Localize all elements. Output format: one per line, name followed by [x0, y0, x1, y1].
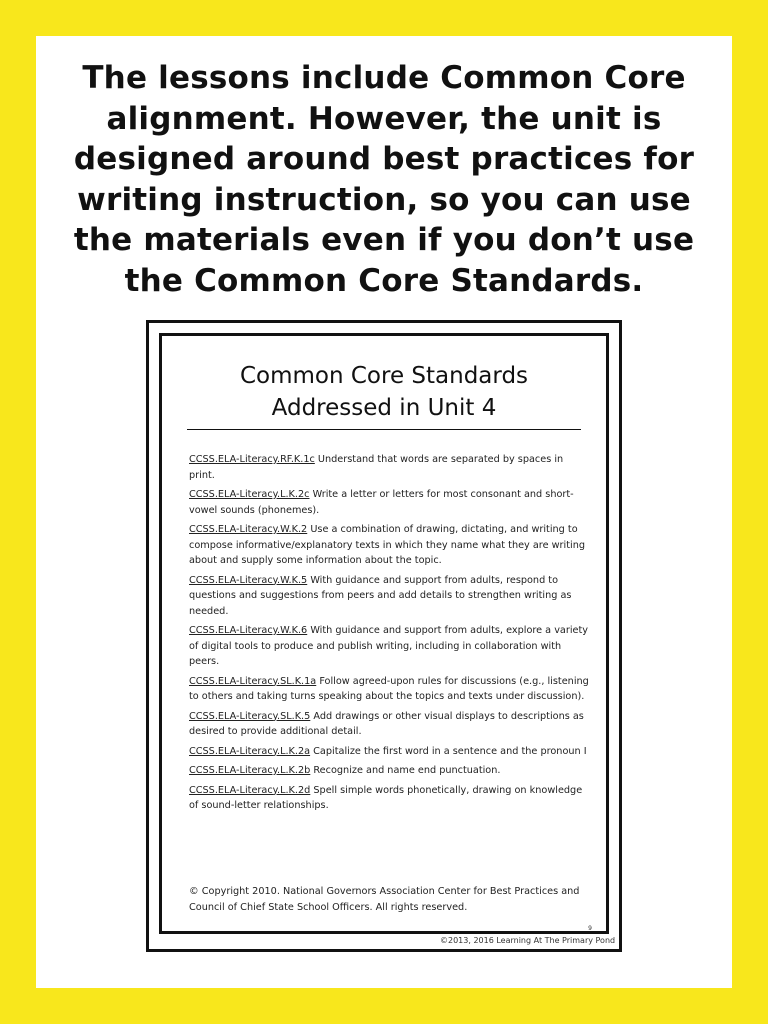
- standard-text: Capitalize the first word in a sentence and the pronoun I: [310, 745, 587, 757]
- standard-code: CCSS.ELA-Literacy.RF.K.1c: [189, 454, 315, 465]
- standards-list: [189, 452, 589, 818]
- standard-text: Add drawings or other visual displays to descriptions as desired to provide additional detail.: [189, 710, 584, 737]
- headline-line: the Common Core Standards.: [124, 262, 644, 299]
- standard-code: CCSS.ELA-Literacy.L.K.2a: [189, 745, 311, 757]
- standard-item: [189, 452, 589, 483]
- standard-text: Spell simple words phonetically, drawing on knowledge of sound-letter relationships.: [189, 784, 583, 811]
- headline: [60, 58, 708, 301]
- standard-item: [189, 744, 589, 760]
- standard-code: CCSS.ELA-Literacy.SL.K.1a: [189, 675, 317, 687]
- standard-item: [189, 709, 589, 740]
- standard-text: Follow agreed-upon rules for discussions (e.g., listening to others and taking turns speaking about the topics and texts under discussion).: [189, 675, 589, 702]
- headline-line: designed around best practices for: [73, 141, 695, 177]
- standard-item: [189, 763, 589, 779]
- standard-text: With guidance and support from adults, explore a variety of digital tools to produce and publish writing, including in collaboration with peers.: [189, 625, 589, 667]
- standard-code: CCSS.ELA-Literacy.W.K.5: [189, 574, 308, 586]
- standard-code: CCSS.ELA-Literacy.L.K.2c: [189, 489, 310, 500]
- standard-code: CCSS.ELA-Literacy.L.K.2b: [189, 765, 311, 776]
- standard-item: [189, 487, 589, 518]
- document-title-line: Addressed in Unit 4: [271, 395, 497, 421]
- standard-code: CCSS.ELA-Literacy.W.K.6: [189, 625, 308, 636]
- document-preview: [146, 320, 622, 952]
- standard-item: [189, 674, 589, 705]
- copyright-notice: © Copyright 2010. National Governors Association Center for Best Practices and Council of Chief State School Officers. All rights reserved.: [189, 886, 580, 913]
- standard-item: [189, 623, 589, 670]
- headline-line: the materials even if you don’t use: [73, 222, 695, 258]
- page-number: 9: [588, 925, 592, 932]
- headline-line: The lessons include Common Core: [82, 60, 686, 96]
- standard-text: Understand that words are separated by spaces in print.: [189, 454, 564, 481]
- standard-code: CCSS.ELA-Literacy.SL.K.5: [189, 710, 311, 722]
- standard-item: [189, 522, 589, 569]
- document-inner-border: [159, 333, 609, 934]
- standard-text: Recognize and name end punctuation.: [310, 765, 501, 776]
- document-title: [162, 360, 606, 424]
- standard-text: With guidance and support from adults, respond to questions and suggestions from peers and add details to strengthen writing as needed.: [189, 574, 572, 617]
- standard-text: Write a letter or letters for most consonant and short-vowel sounds (phonemes).: [189, 489, 574, 516]
- standard-item: [189, 783, 589, 814]
- standard-item: [189, 573, 589, 620]
- document-title-line: Common Core Standards: [239, 363, 529, 389]
- standard-code: CCSS.ELA-Literacy.W.K.2: [189, 524, 308, 535]
- footer-credit: ©2013, 2016 Learning At The Primary Pond: [440, 936, 616, 945]
- headline-line: alignment. However, the unit is: [106, 100, 662, 137]
- standard-code: CCSS.ELA-Literacy.L.K.2d: [189, 784, 311, 796]
- headline-line: writing instruction, so you can use: [77, 181, 691, 218]
- title-divider: [187, 429, 581, 430]
- standard-text: Use a combination of drawing, dictating, and writing to compose informative/explanatory texts in which they name what they are writing about and supply some information about the topic.: [189, 524, 585, 566]
